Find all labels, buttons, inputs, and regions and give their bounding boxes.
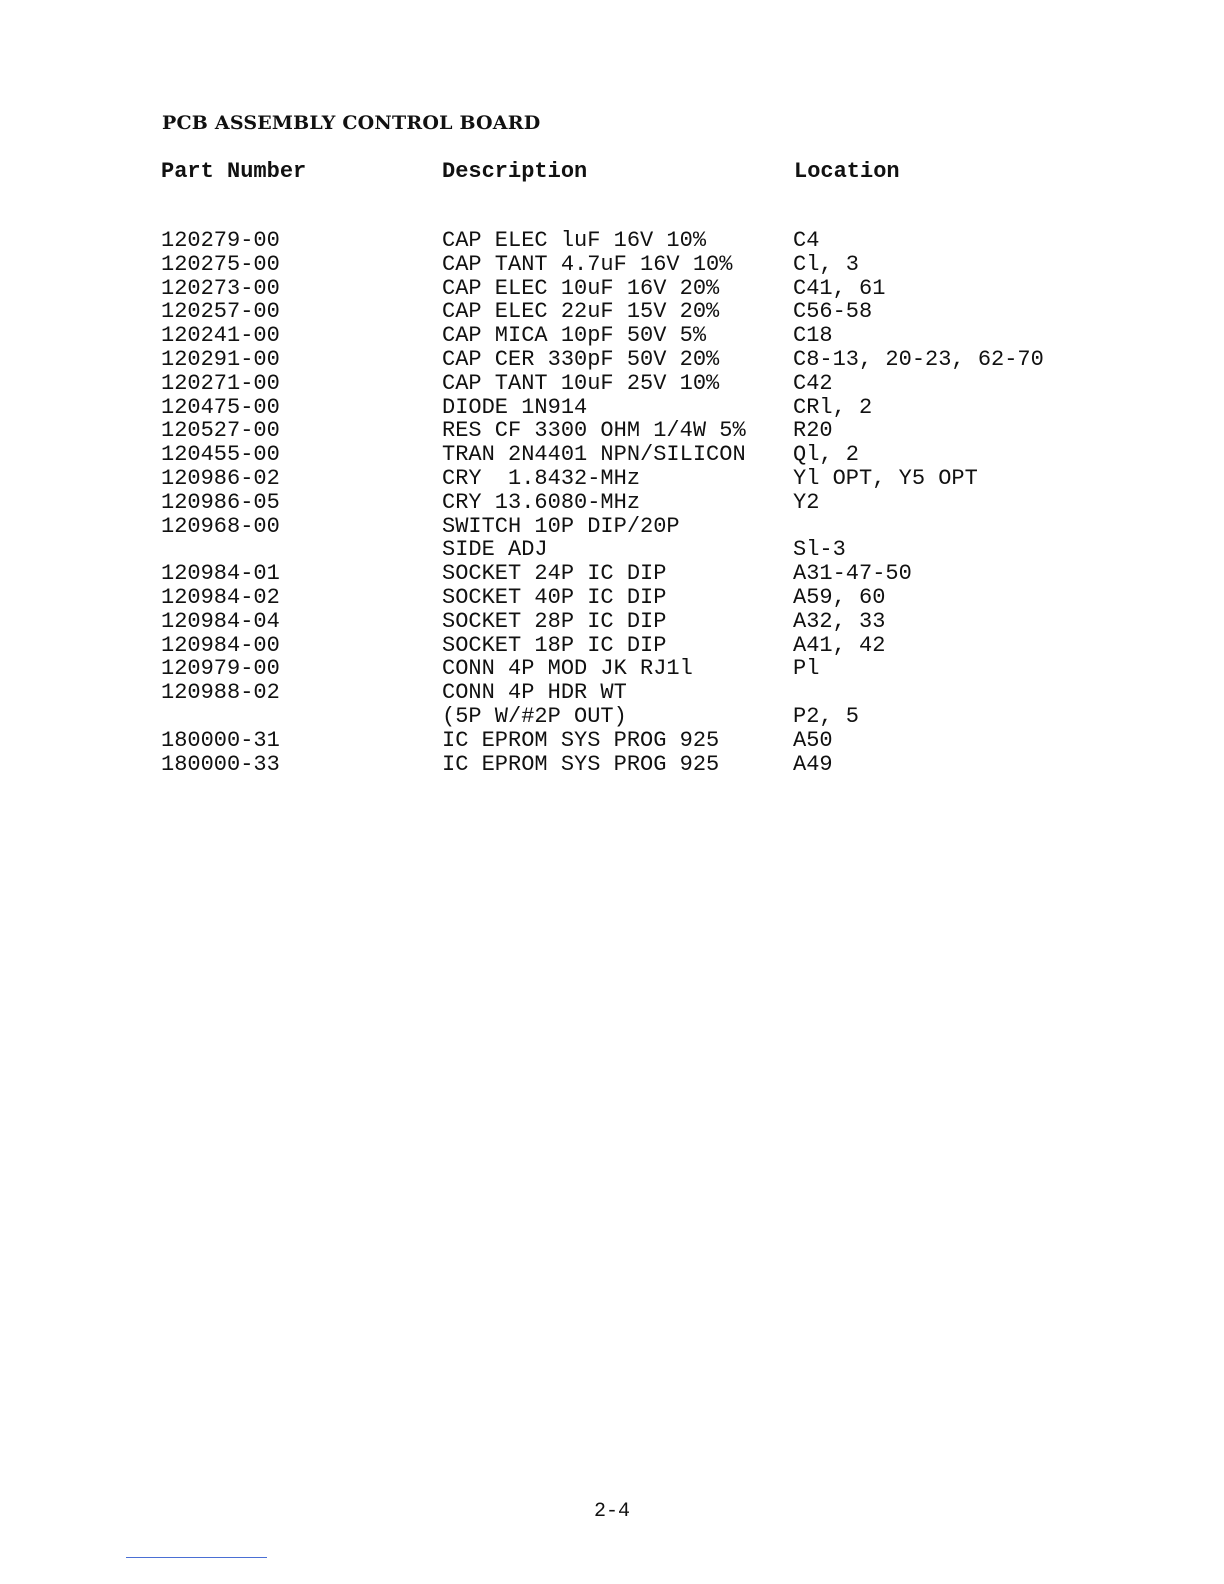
location-cell: Pl [793,656,820,682]
bottom-rule [126,1557,267,1558]
parts-table [0,229,1224,776]
location-cell: A32, 33 [793,608,886,634]
part-number-cell: 120986-05 [161,489,280,515]
location-cell: Yl OPT, Y5 OPT [793,465,978,491]
part-number-cell: 120257-00 [161,299,280,325]
description-cell: CAP ELEC 10uF 16V 20% [442,275,720,301]
table-row [0,300,1224,324]
part-number-cell: 120979-00 [161,656,280,682]
part-number-cell: 120271-00 [161,370,280,396]
location-cell: C18 [793,323,833,349]
description-cell: DIODE 1N914 [442,394,588,420]
description-cell: CAP ELEC luF 16V 10% [442,228,707,253]
part-number-cell: 120988-02 [161,680,280,706]
table-row [0,419,1224,443]
location-cell: P2, 5 [793,703,860,729]
location-cell: A31-47-50 [793,561,912,587]
part-number-cell: 120984-00 [161,632,280,658]
description-cell: (5P W/#2P OUT) [442,703,627,729]
part-number-cell: 120475-00 [161,394,280,420]
location-cell: C56-58 [793,299,873,325]
description-cell: SWITCH 10P DIP/20P [442,513,680,539]
table-row [0,396,1224,420]
description-cell: CRY 13.6080-MHz [442,489,641,515]
location-cell: Cl, 3 [793,251,860,277]
part-number-cell: 120291-00 [161,346,280,372]
description-cell: CONN 4P MOD JK RJ1l [442,656,693,682]
description-cell: SOCKET 18P IC DIP [442,632,667,658]
part-number-cell: 120968-00 [161,513,280,539]
description-cell: IC EPROM SYS PROG 925 [442,727,720,753]
column-header-description: Description [442,159,588,184]
part-number-cell: 120241-00 [161,323,280,349]
location-cell: A59, 60 [793,584,886,610]
description-cell: CAP ELEC 22uF 15V 20% [442,299,720,325]
location-cell: Ql, 2 [793,442,860,468]
description-cell: SOCKET 28P IC DIP [442,608,667,634]
location-cell: A49 [793,751,833,777]
part-number-cell: 120455-00 [161,442,280,468]
table-row [0,253,1224,277]
description-cell: CAP MICA 10pF 50V 5% [442,323,707,349]
part-number-cell: 120273-00 [161,275,280,301]
description-cell: CRY 1.8432-MHz [442,465,641,491]
page-number: 2-4 [593,1500,630,1523]
table-row [0,515,1224,539]
table-row [0,372,1224,396]
location-cell: C41, 61 [793,275,886,301]
table-row [0,348,1224,372]
description-cell: IC EPROM SYS PROG 925 [442,751,720,777]
part-number-cell: 120984-01 [161,561,280,587]
table-row [0,491,1224,515]
table-row [0,324,1224,348]
location-cell: A41, 42 [793,632,886,658]
table-row [0,467,1224,491]
table-row [0,634,1224,658]
table-row [0,729,1224,753]
description-cell: CAP TANT 4.7uF 16V 10% [442,251,733,277]
description-cell: CONN 4P HDR WT [442,680,627,706]
part-number-cell: 120984-04 [161,608,280,634]
part-number-cell: 120986-02 [161,465,280,491]
location-cell: C4 [793,228,820,253]
location-cell: R20 [793,418,833,444]
part-number-cell: 120527-00 [161,418,280,444]
location-cell: C8-13, 20-23, 62-70 [793,346,1044,372]
location-cell: Y2 [793,489,820,515]
table-row [0,538,1224,562]
location-cell: CRl, 2 [793,394,873,420]
description-cell: TRAN 2N4401 NPN/SILICON [442,442,746,468]
description-cell: SIDE ADJ [442,537,548,563]
description-cell: CAP CER 330pF 50V 20% [442,346,720,372]
table-row [0,657,1224,681]
document-title: PCB ASSEMBLY CONTROL BOARD [162,112,541,134]
table-row [0,705,1224,729]
table-row [0,229,1224,253]
part-number-cell: 120279-00 [161,228,280,253]
table-row [0,753,1224,777]
table-row [0,586,1224,610]
part-number-cell: 180000-33 [161,751,280,777]
location-cell: A50 [793,727,833,753]
description-cell: RES CF 3300 OHM 1/4W 5% [442,418,746,444]
part-number-cell: 180000-31 [161,727,280,753]
column-header-location: Location [794,159,900,184]
part-number-cell: 120984-02 [161,584,280,610]
table-row [0,277,1224,301]
table-row [0,610,1224,634]
column-header-part-number: Part Number [161,159,307,184]
table-row [0,562,1224,586]
description-cell: SOCKET 24P IC DIP [442,561,667,587]
location-cell: Sl-3 [793,537,846,563]
location-cell: C42 [793,370,833,396]
part-number-cell: 120275-00 [161,251,280,277]
description-cell: CAP TANT 10uF 25V 10% [442,370,720,396]
table-row [0,443,1224,467]
description-cell: SOCKET 40P IC DIP [442,584,667,610]
table-row [0,681,1224,705]
